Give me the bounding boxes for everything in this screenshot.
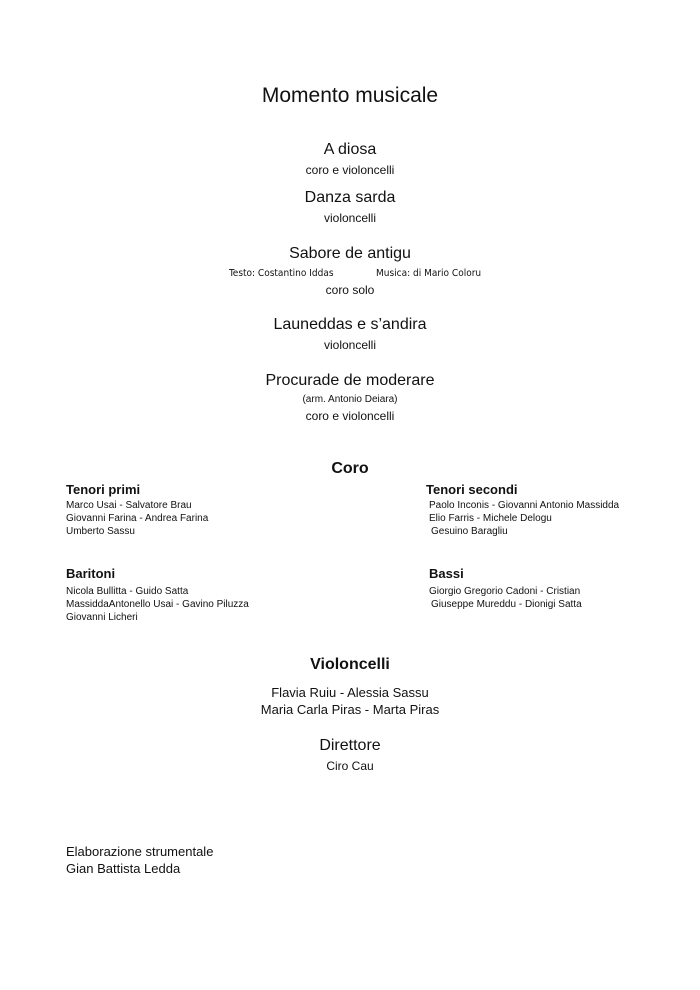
piece-2-title: Danza sarda bbox=[304, 189, 396, 206]
list-item: Umberto Sassu bbox=[66, 526, 135, 537]
bassi-label: Bassi bbox=[429, 566, 464, 581]
direttore-heading: Direttore bbox=[319, 737, 381, 754]
list-item: Paolo Inconis - Giovanni Antonio Massidda bbox=[429, 500, 620, 511]
list-item: Giovanni Licheri bbox=[66, 612, 138, 623]
list-item: Elio Farris - Michele Delogu bbox=[429, 513, 552, 524]
tenori-primi-label: Tenori primi bbox=[66, 482, 141, 497]
piece-1-title: A diosa bbox=[323, 141, 377, 158]
piece-3-credit-text: Testo: Costantino Iddas bbox=[229, 268, 334, 279]
piece-2-detail: violoncelli bbox=[323, 211, 377, 225]
list-item: MassiddaAntonello Usai - Gavino Piluzza bbox=[66, 599, 249, 610]
baritoni-list bbox=[66, 585, 249, 624]
bassi-list bbox=[429, 585, 582, 611]
piece-5-title: Procurade de moderare bbox=[265, 372, 435, 389]
list-item: Gesuino Baragliu bbox=[431, 526, 508, 537]
coro-heading: Coro bbox=[331, 460, 369, 477]
direttore-name: Ciro Cau bbox=[326, 759, 374, 773]
piece-5-detail: coro e violoncelli bbox=[305, 409, 395, 423]
list-item: Maria Carla Piras - Marta Piras bbox=[260, 702, 440, 717]
piece-5-arrangement: (arm. Antonio Deiara) bbox=[302, 394, 398, 405]
tenori-secondi-label: Tenori secondi bbox=[426, 482, 518, 497]
tenori-primi-list bbox=[66, 499, 208, 538]
piece-4-detail: violoncelli bbox=[323, 338, 377, 352]
piece-3-detail: coro solo bbox=[325, 283, 375, 297]
elaborazione-name: Gian Battista Ledda bbox=[66, 861, 181, 876]
list-item: Giuseppe Mureddu - Dionigi Satta bbox=[431, 599, 582, 610]
list-item: Flavia Ruiu - Alessia Sassu bbox=[271, 685, 429, 700]
piece-1-detail: coro e violoncelli bbox=[305, 163, 395, 177]
tenori-secondi-list bbox=[429, 499, 619, 538]
piece-4-title: Launeddas e s’andira bbox=[273, 316, 427, 333]
piece-3-credit-music: Musica: di Mario Coloru bbox=[376, 268, 482, 279]
piece-3-title: Sabore de antigu bbox=[289, 245, 411, 262]
baritoni-label: Baritoni bbox=[66, 566, 116, 581]
violoncelli-heading: Violoncelli bbox=[310, 656, 390, 673]
list-item: Giovanni Farina - Andrea Farina bbox=[66, 513, 209, 524]
list-item: Giorgio Gregorio Cadoni - Cristian bbox=[429, 586, 581, 597]
violoncelli-list bbox=[0, 684, 700, 718]
page-title: Momento musicale bbox=[261, 84, 439, 107]
list-item: Marco Usai - Salvatore Brau bbox=[66, 500, 192, 511]
elaborazione-label: Elaborazione strumentale bbox=[66, 844, 214, 859]
list-item: Nicola Bullitta - Guido Satta bbox=[66, 586, 189, 597]
